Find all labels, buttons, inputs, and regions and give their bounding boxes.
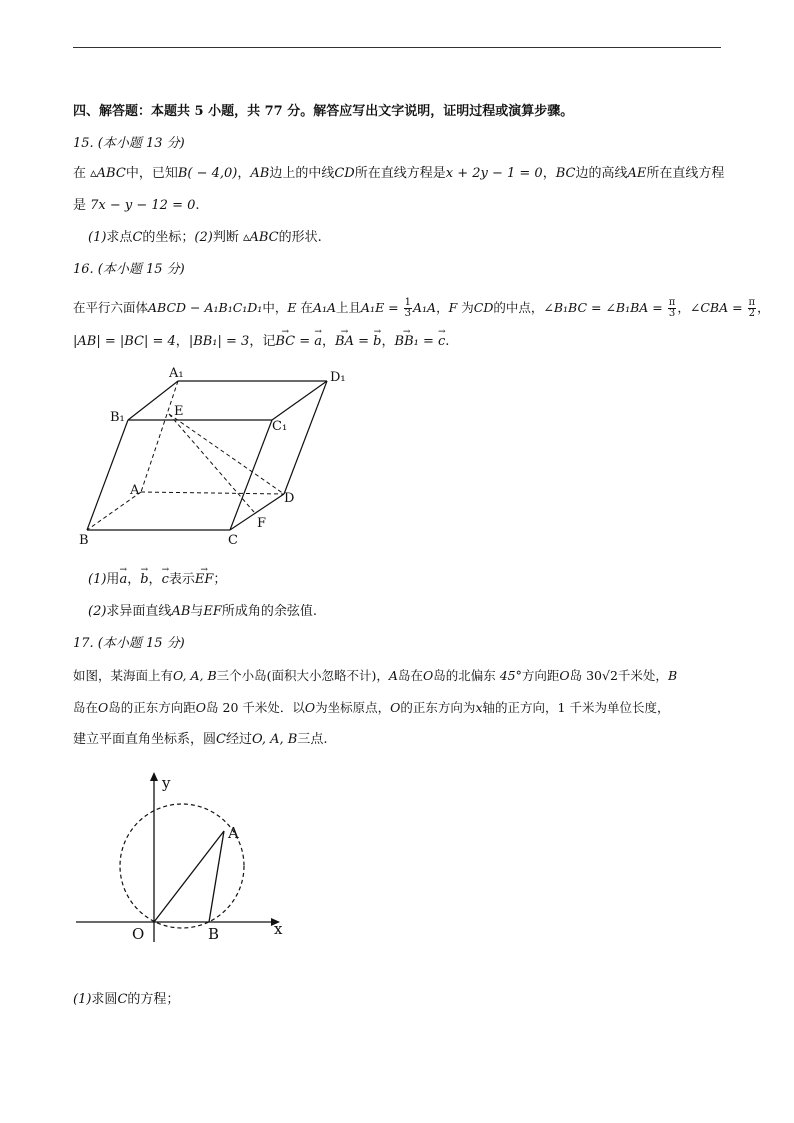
coordinate-figure — [76, 766, 296, 946]
label-c: C — [228, 533, 238, 548]
q15-subquestions: (1)求点C的坐标；(2)判断 ▵ABC的形状. — [88, 230, 322, 245]
label-a: A — [228, 824, 239, 842]
label-o: O — [132, 925, 145, 943]
edge-d1-d — [284, 381, 327, 494]
section-heading: 四、解答题：本题共 5 小题，共 77 分。解答应写出文字说明，证明过程或演算步骤。 — [73, 104, 574, 119]
label-a1: A₁ — [169, 366, 184, 381]
edge-a1-a-hidden — [141, 381, 178, 492]
label-a: A — [130, 483, 140, 498]
edge-a-d-hidden — [141, 492, 284, 494]
q16-header: 16. (本小题 15 分) — [73, 262, 185, 277]
circle-c — [120, 804, 244, 928]
label-e: E — [174, 404, 184, 419]
q16-sub2: (2)求异面直线AB与EF所成角的余弦值. — [88, 604, 318, 619]
segment-e-d — [169, 414, 284, 494]
q16-line1: 在平行六面体ABCD − A₁B₁C₁D₁中，E 在A₁A上且A₁E = $\frac{1}{3}$ A₁A，F 为CD的中点，∠B₁BC = ∠B₁BA = $\frac{\pi}{3}$ ，∠CBA = $\frac{\pi}{2}$ ， — [73, 297, 770, 319]
label-b: B — [208, 925, 220, 943]
q17-line2: 岛在O岛的正东方向距O岛 20 千米处．以O为坐标原点，O的正东方向为x轴的正方向，1 千米为单位长度， — [73, 700, 670, 715]
label-y: y — [162, 774, 171, 792]
y-axis-arrow — [150, 772, 158, 781]
q17-line1: 如图，某海面上有O, A, B三个小岛(面积大小忽略不计)，A岛在O岛的北偏东 45°方向距O岛 30√2千米处，B — [73, 668, 678, 683]
label-b: B — [79, 533, 89, 548]
label-d: D — [284, 491, 295, 506]
label-c1: C₁ — [272, 419, 288, 434]
edge-c1-c — [230, 420, 272, 530]
label-f: F — [257, 516, 267, 531]
q17-sub1: (1)求圆C的方程； — [73, 992, 180, 1007]
header-rule — [73, 47, 721, 48]
label-x: x — [274, 920, 283, 938]
label-d1: D₁ — [330, 370, 346, 385]
q16-line2: |AB| = |BC| = 4，|BB₁| = 3，记→ BC = → a，→ BA = → b，→ BB₁ = → c. — [73, 334, 449, 350]
edge-b1-b — [87, 420, 128, 530]
segment-e-f — [169, 414, 254, 512]
label-b1: B₁ — [110, 410, 125, 425]
edge-c1-d1 — [272, 381, 327, 420]
q15-header: 15. (本小题 13 分) — [73, 136, 185, 151]
parallelepiped-figure — [72, 364, 362, 550]
segment-a-b — [209, 831, 224, 922]
segment-o-a — [154, 831, 224, 922]
q17-line3: 建立平面直角坐标系，圆C经过O, A, B三点. — [73, 732, 328, 747]
q16-sub1: (1)用→ a，→ b，→ c表示→ EF； — [88, 572, 226, 588]
q15-line1: 在 ▵ABC中，已知B( − 4,0)，AB边上的中线CD所在直线方程是x + 2y − 1 = 0，BC边的高线AE所在直线方程 — [73, 166, 725, 181]
q15-line2: 是 7x − y − 12 = 0. — [73, 198, 200, 213]
edge-a1-b1 — [128, 381, 178, 420]
q17-header: 17. (本小题 15 分) — [73, 636, 185, 651]
